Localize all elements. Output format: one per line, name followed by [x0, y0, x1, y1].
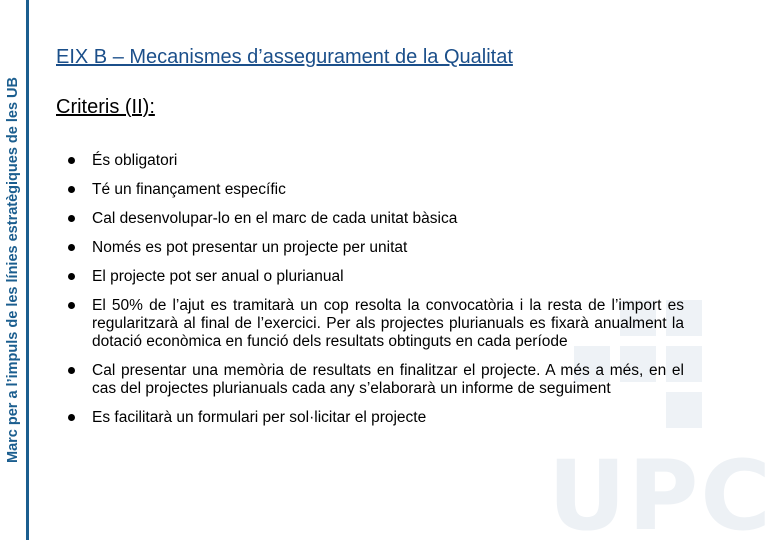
- bullet-icon: [68, 186, 75, 193]
- list-item: [66, 152, 684, 170]
- bullet-icon: [68, 367, 75, 374]
- list-item: [66, 297, 684, 351]
- bullet-icon: [68, 215, 75, 222]
- list-item-text: Cal presentar una memòria de resultats en finalitzar el projecte. A més a més, en el cas del projectes plurianuals cada any s’elaborarà un informe de seguiment: [92, 362, 684, 397]
- list-item-text: El projecte pot ser anual o plurianual: [92, 268, 344, 285]
- list-item-text: El 50% de l’ajut es tramitarà un cop resolta la convocatòria i la resta de l’import es regularitzarà al final de l’exercici. Per als projectes plurianuals es fixarà anualment la dotació econòmica en funció dels resultats obtinguts en cada període: [92, 297, 684, 350]
- list-item: [66, 362, 684, 398]
- criteria-list: [66, 152, 684, 438]
- sidebar-vertical-text: Marc per a l’impuls de les línies estratègiques de les UB: [5, 76, 21, 464]
- bullet-icon: [68, 273, 75, 280]
- bullet-icon: [68, 414, 75, 421]
- list-item: [66, 239, 684, 257]
- list-item-text: Cal desenvolupar-lo en el marc de cada unitat bàsica: [92, 210, 458, 227]
- list-item-text: Té un finançament específic: [92, 181, 286, 198]
- list-item: [66, 181, 684, 199]
- bullet-icon: [68, 302, 75, 309]
- upc-logo-text: UPC: [548, 440, 773, 552]
- bullet-icon: [68, 157, 75, 164]
- list-item: [66, 409, 684, 427]
- list-item: [66, 210, 684, 228]
- list-item: [66, 268, 684, 286]
- slide-title: EIX B – Mecanismes d’assegurament de la Qualitat: [56, 46, 513, 68]
- list-item-text: Es facilitarà un formulari per sol·licitar el projecte: [92, 409, 427, 426]
- slide-subtitle: Criteris (II):: [56, 96, 155, 118]
- sidebar: [0, 0, 29, 540]
- bullet-icon: [68, 244, 75, 251]
- list-item-text: És obligatori: [92, 152, 178, 169]
- list-item-text: Només es pot presentar un projecte per unitat: [92, 239, 408, 256]
